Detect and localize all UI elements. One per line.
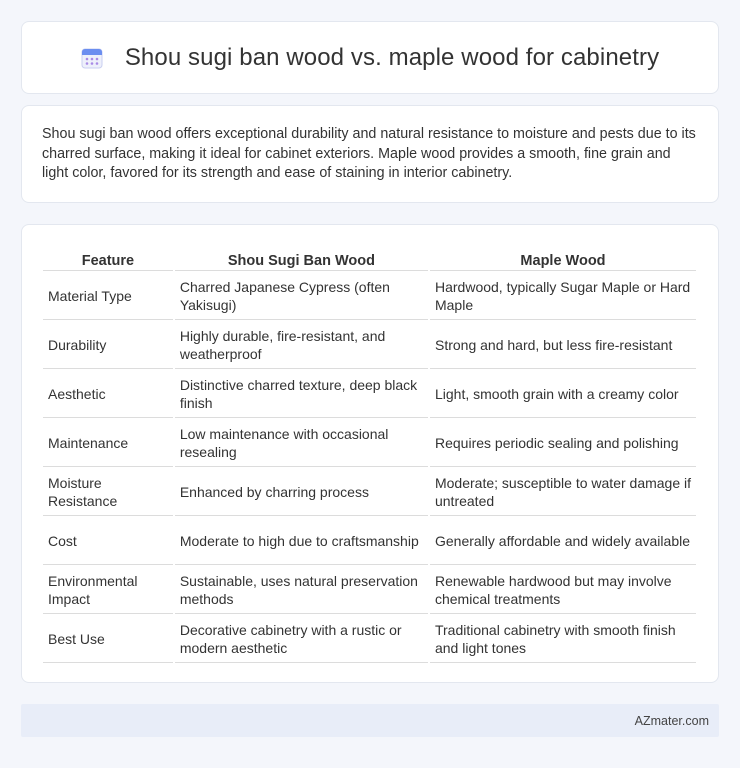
maple-cell: Hardwood, typically Sugar Maple or Hard Maple [430,273,696,320]
feature-cell: Durability [43,322,173,369]
shou-sugi-ban-cell: Highly durable, fire-resistant, and weatherproof [175,322,428,369]
comparison-table [41,245,698,665]
shou-sugi-ban-cell: Sustainable, uses natural preservation methods [175,567,428,614]
table-row [43,371,696,418]
shou-sugi-ban-cell: Decorative cabinetry with a rustic or modern aesthetic [175,616,428,663]
feature-cell: Best Use [43,616,173,663]
table-row [43,420,696,467]
comparison-card [21,224,719,683]
table-row [43,469,696,516]
maple-cell: Moderate; susceptible to water damage if untreated [430,469,696,516]
shou-sugi-ban-cell: Charred Japanese Cypress (often Yakisugi) [175,273,428,320]
table-row [43,273,696,320]
feature-cell: Maintenance [43,420,173,467]
shou-sugi-ban-cell: Moderate to high due to craftsmanship [175,518,428,565]
feature-cell: Aesthetic [43,371,173,418]
table-row [43,518,696,565]
shou-sugi-ban-cell: Enhanced by charring process [175,469,428,516]
maple-cell: Traditional cabinetry with smooth finish and light tones [430,616,696,663]
calendar-icon [81,47,103,69]
maple-cell: Generally affordable and widely available [430,518,696,565]
footer [21,704,719,737]
shou-sugi-ban-cell: Low maintenance with occasional resealing [175,420,428,467]
intro-text: Shou sugi ban wood offers exceptional durability and natural resistance to moisture and pests due to its charred surface, making it ideal for cabinet exteriors. Maple wood provides a smooth, fine grain and light color, favored for its strength and ease of staining in interior cabinetry. [42,126,696,181]
maple-cell: Requires periodic sealing and polishing [430,420,696,467]
maple-cell: Strong and hard, but less fire-resistant [430,322,696,369]
table-row [43,616,696,663]
footer-source: AZmater.com [634,713,709,728]
feature-cell: Environmental Impact [43,567,173,614]
feature-cell: Cost [43,518,173,565]
feature-cell: Moisture Resistance [43,469,173,516]
table-row [43,322,696,369]
table-row [43,567,696,614]
header-feature: Feature [43,247,173,271]
maple-cell: Light, smooth grain with a creamy color [430,371,696,418]
table-header-row [43,247,696,271]
title-wrap [81,44,659,72]
header-shou-sugi-ban: Shou Sugi Ban Wood [175,247,428,271]
feature-cell: Material Type [43,273,173,320]
shou-sugi-ban-cell: Distinctive charred texture, deep black finish [175,371,428,418]
intro-card [21,105,719,203]
title-card [21,21,719,94]
page-title: Shou sugi ban wood vs. maple wood for cabinetry [124,43,660,71]
maple-cell: Renewable hardwood but may involve chemical treatments [430,567,696,614]
header-maple: Maple Wood [430,247,696,271]
